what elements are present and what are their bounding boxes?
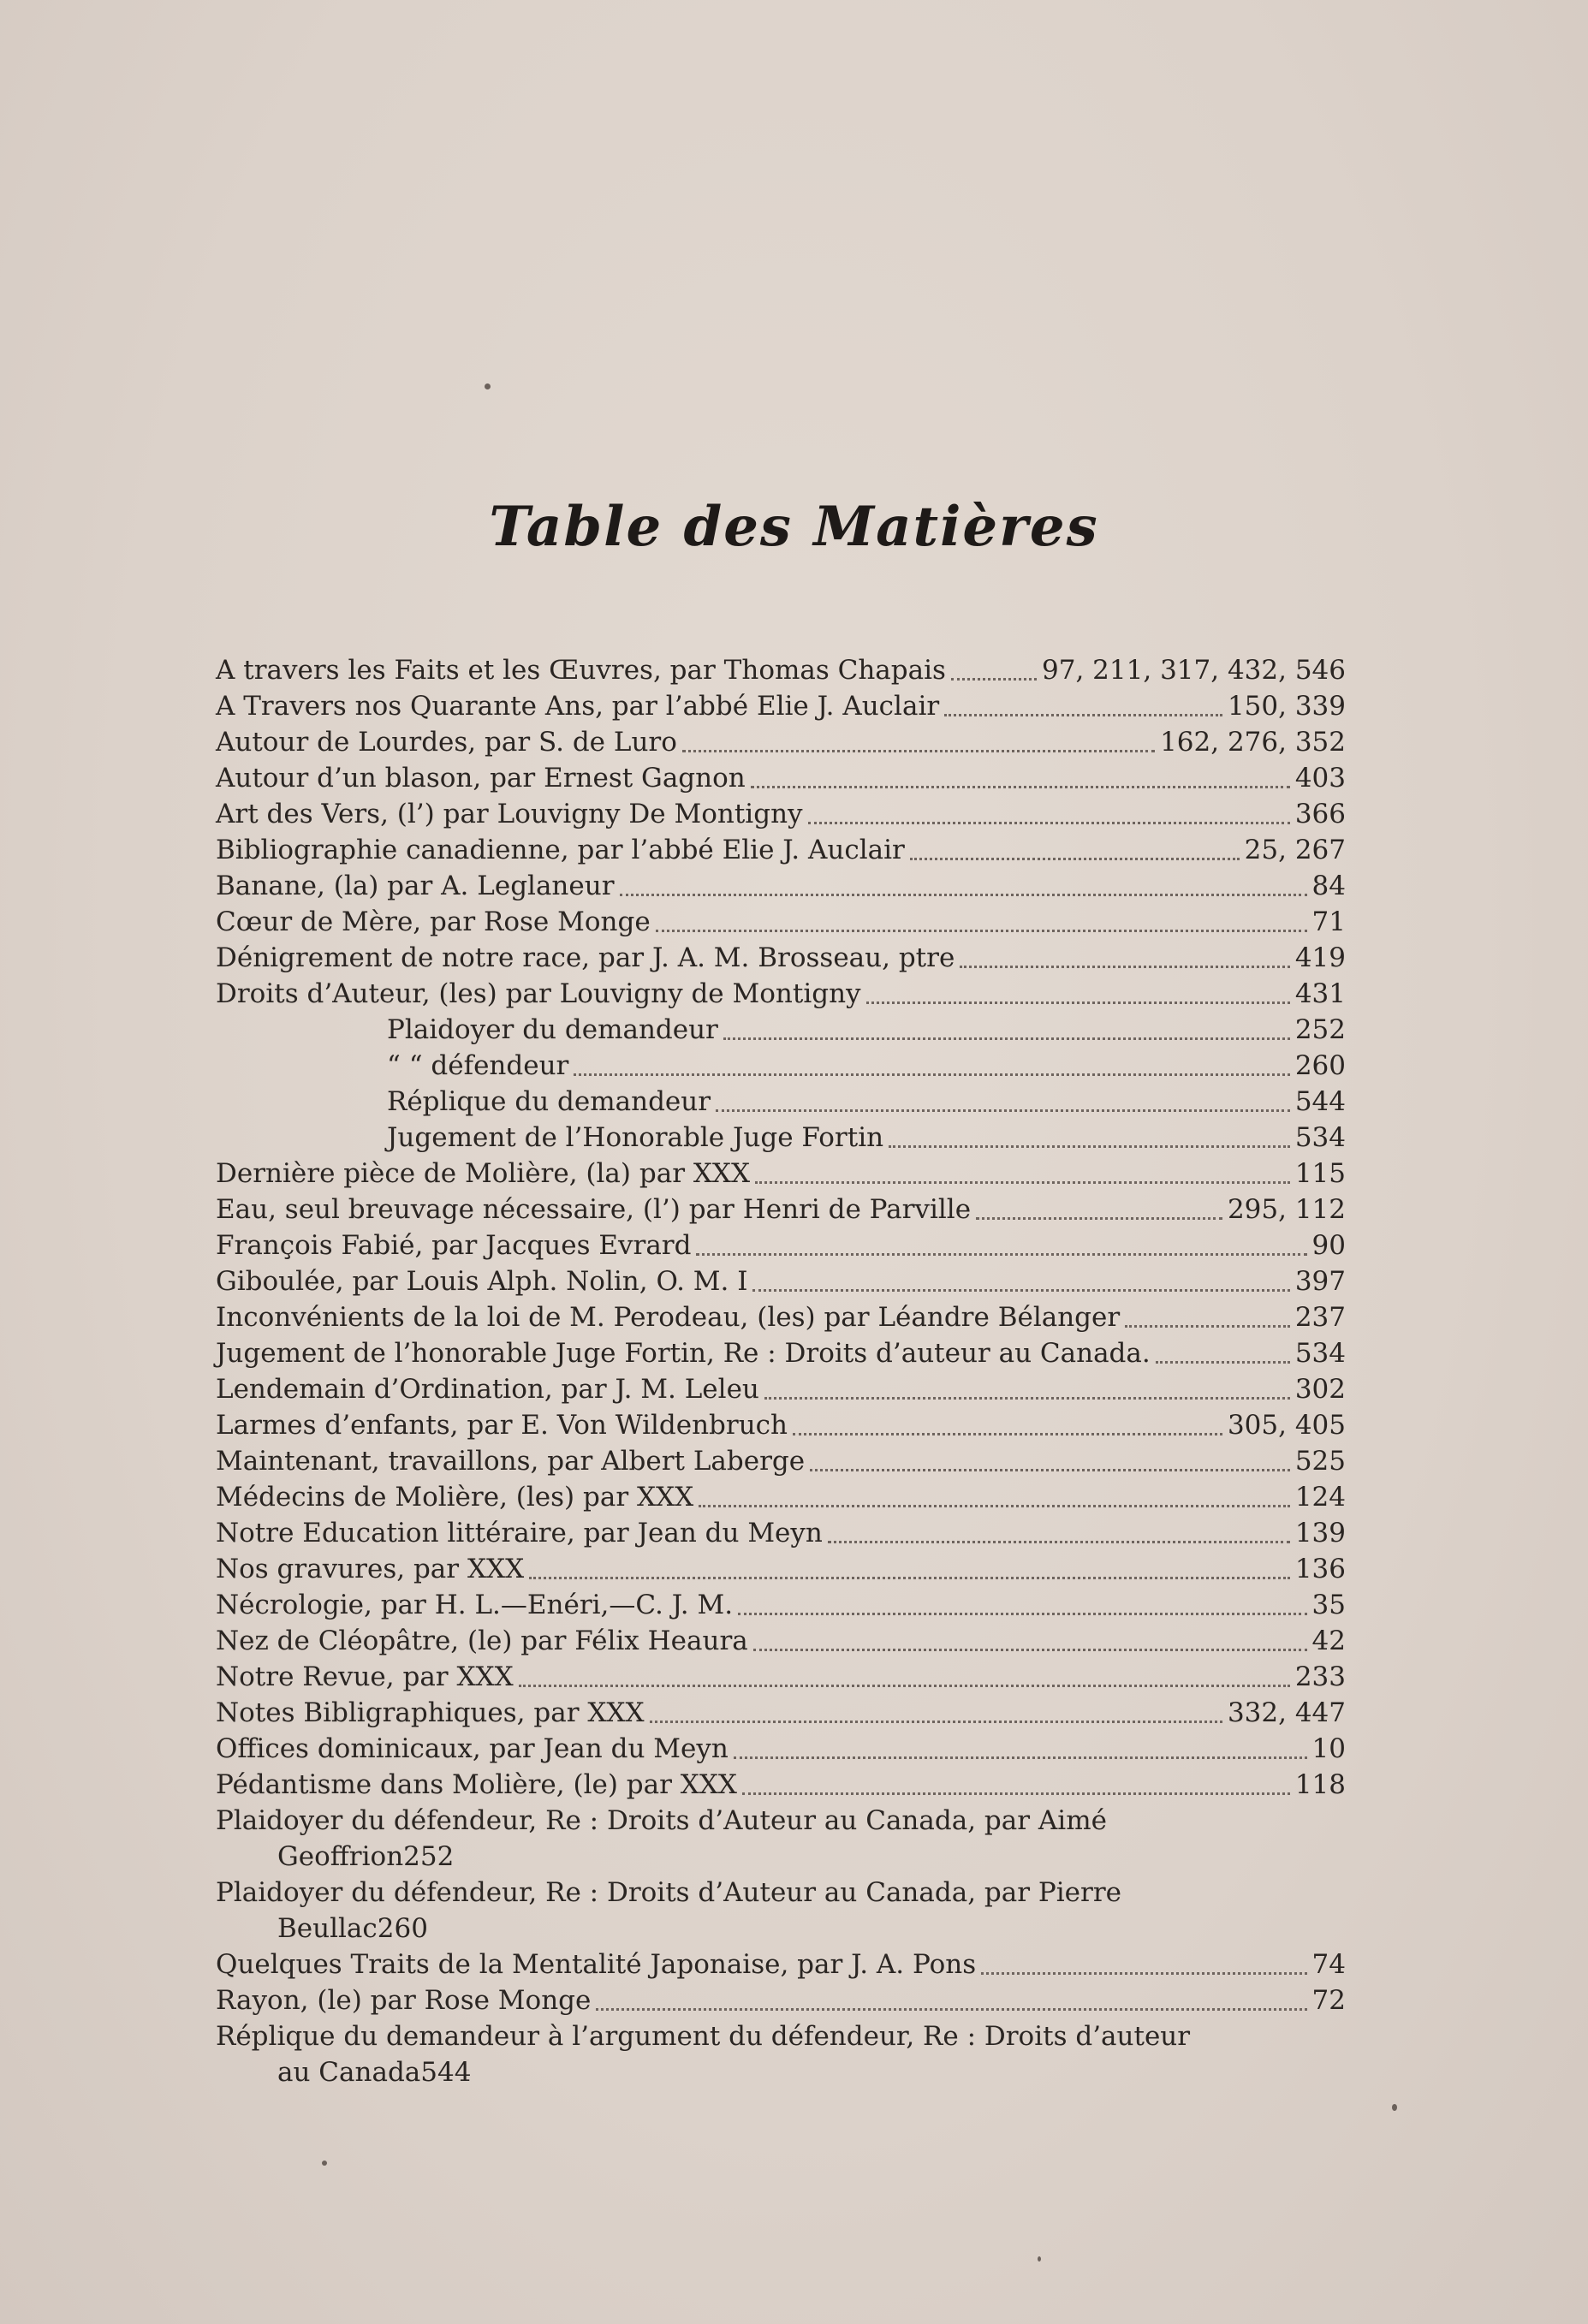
toc-entry-title: A travers les Faits et les Œuvres, par Thomas Chapais [216, 655, 946, 686]
toc-entry [216, 1551, 1346, 1587]
toc-entry [216, 940, 1346, 976]
toc-entry-title: Bibliographie canadienne, par l’abbé Elie J. Auclair [216, 835, 905, 865]
toc-entry [216, 1048, 1346, 1084]
toc-entry-title: Maintenant, travaillons, par Albert Laberge [216, 1446, 806, 1477]
toc-entry [216, 760, 1346, 796]
toc-entry [216, 1263, 1346, 1299]
toc-entry-title: Plaidoyer du demandeur [387, 1014, 718, 1045]
leader-dots [656, 930, 1307, 932]
toc-entry-title-cont: Geoffrion [277, 1841, 404, 1872]
toc-entry-title: Plaidoyer du défendeur, Re : Droits d’Auteur au Canada, par Aimé [216, 1805, 1107, 1836]
leader-dots [753, 1649, 1307, 1651]
toc-entry-pages: 295, 112 [1227, 1194, 1346, 1225]
toc-entry-title: Médecins de Molière, (les) par XXX [216, 1482, 694, 1513]
toc-entry-title: Offices dominicaux, par Jean du Meyn [216, 1733, 729, 1764]
toc-entry [216, 1371, 1346, 1407]
leader-dots [889, 1145, 1290, 1148]
toc-entry-title-cont: au Canada [277, 2057, 421, 2088]
leader-dots [764, 1397, 1290, 1400]
leader-dots [793, 1433, 1222, 1435]
toc-entry-title: Art des Vers, (l’) par Louvigny De Montigny [216, 799, 803, 829]
toc-entry-title: Nez de Cléopâtre, (le) par Félix Heaura [216, 1626, 748, 1656]
toc-entry-pages: 305, 405 [1227, 1410, 1346, 1441]
toc-entry-title: Dénigrement de notre race, par J. A. M. Brosseau, ptre [216, 942, 955, 973]
toc-entry-continuation [216, 1911, 1346, 1947]
leader-dots [951, 678, 1037, 681]
toc-entry-pages: 162, 276, 352 [1160, 727, 1346, 758]
leader-dots [596, 2008, 1306, 2011]
toc-entry [216, 868, 1346, 904]
toc-entry-pages: 71 [1311, 906, 1346, 937]
leader-dots [910, 858, 1240, 860]
toc-entry-pages: 118 [1294, 1769, 1346, 1800]
toc-entry-pages: 302 [1294, 1374, 1346, 1405]
toc-entry-pages: 97, 211, 317, 432, 546 [1042, 655, 1346, 686]
toc-entry-title: Plaidoyer du défendeur, Re : Droits d’Auteur au Canada, par Pierre [216, 1877, 1122, 1908]
leader-dots [723, 1037, 1290, 1040]
toc-entry-pages: 42 [1311, 1626, 1346, 1656]
toc-entry [216, 976, 1346, 1012]
toc-entry [216, 796, 1346, 832]
toc-entry [216, 904, 1346, 940]
leader-dots [981, 1972, 1306, 1975]
leader-dots [1156, 1361, 1290, 1364]
leader-dots [751, 786, 1290, 788]
toc-entry-title: Notes Bibligraphiques, par XXX [216, 1697, 645, 1728]
leader-dots [682, 750, 1155, 752]
toc-entry [216, 1479, 1346, 1515]
toc-entry-pages: 403 [1294, 763, 1346, 793]
toc-entry [216, 1156, 1346, 1192]
leader-dots [650, 1721, 1222, 1723]
toc-entry-pages: 74 [1311, 1949, 1346, 1980]
leader-dots [696, 1253, 1306, 1256]
toc-entry-title: François Fabié, par Jacques Evrard [216, 1230, 692, 1261]
leader-dots [976, 1217, 1222, 1220]
toc-entry [216, 1659, 1346, 1695]
toc-entry-pages: 233 [1294, 1661, 1346, 1692]
leader-dots [519, 1685, 1290, 1687]
leader-dots [738, 1613, 1306, 1615]
paper-speck [485, 383, 491, 389]
toc-entry-pages: 84 [1311, 871, 1346, 901]
toc-entry-pages: 115 [1294, 1158, 1346, 1189]
toc-entry [216, 1803, 1346, 1875]
toc-entry [216, 1767, 1346, 1803]
toc-entry-pages: 90 [1311, 1230, 1346, 1261]
toc-entry-title: “ “ défendeur [387, 1050, 569, 1081]
toc-entry-pages: 25, 267 [1244, 835, 1346, 865]
toc-entry-pages: 525 [1294, 1446, 1346, 1477]
leader-dots [574, 1073, 1289, 1076]
leader-dots [960, 966, 1290, 968]
toc-entry [216, 688, 1346, 724]
toc-entry [216, 832, 1346, 868]
toc-entry-pages: 10 [1311, 1733, 1346, 1764]
toc-entry [216, 1012, 1346, 1048]
toc-entry-title: Notre Revue, par XXX [216, 1661, 514, 1692]
toc-entry-title: Notre Education littéraire, par Jean du Meyn [216, 1518, 823, 1548]
toc-entry-title: Inconvénients de la loi de M. Perodeau, (les) par Léandre Bélanger [216, 1302, 1121, 1333]
toc-entry-pages: 150, 339 [1227, 691, 1346, 722]
toc-entry-pages: 260 [1294, 1050, 1346, 1081]
toc-entry-title: Droits d’Auteur, (les) par Louvigny de Montigny [216, 978, 861, 1009]
toc-entry-title-cont: Beullac [277, 1913, 378, 1944]
leader-dots [1125, 1325, 1290, 1328]
toc-entry-pages: 534 [1294, 1122, 1346, 1153]
toc-entry-title: Giboulée, par Louis Alph. Nolin, O. M. I [216, 1266, 748, 1297]
leader-dots [716, 1109, 1290, 1112]
leader-dots [866, 1002, 1290, 1004]
table-of-contents [216, 652, 1346, 2090]
leader-dots [529, 1577, 1290, 1579]
toc-entry-pages: 332, 447 [1227, 1697, 1346, 1728]
leader-dots [734, 1756, 1307, 1759]
toc-entry [216, 1299, 1346, 1335]
toc-entry-title: Cœur de Mère, par Rose Monge [216, 906, 651, 937]
toc-entry [216, 1587, 1346, 1623]
leader-dots [944, 714, 1222, 716]
toc-entry-title: Lendemain d’Ordination, par J. M. Leleu [216, 1374, 759, 1405]
toc-entry-pages: 431 [1294, 978, 1346, 1009]
toc-entry-pages: 397 [1294, 1266, 1346, 1297]
leader-dots [810, 1469, 1290, 1471]
toc-entry-pages: 544 [420, 2057, 472, 2088]
toc-entry [216, 1731, 1346, 1767]
toc-entry-pages: 72 [1311, 1985, 1346, 2016]
toc-entry-title: Autour d’un blason, par Ernest Gagnon [216, 763, 746, 793]
toc-entry-title: Nos gravures, par XXX [216, 1554, 525, 1584]
toc-entry [216, 1335, 1346, 1371]
leader-dots [620, 894, 1307, 896]
toc-entry-pages: 419 [1294, 942, 1346, 973]
leader-dots [699, 1505, 1290, 1507]
toc-entry-title: Rayon, (le) par Rose Monge [216, 1985, 592, 2016]
toc-entry [216, 1875, 1346, 1947]
toc-entry-pages: 139 [1294, 1518, 1346, 1548]
toc-entry-title: Autour de Lourdes, par S. de Luro [216, 727, 677, 758]
toc-entry [216, 1443, 1346, 1479]
paper-speck [1038, 2256, 1041, 2262]
toc-entry-title: Réplique du demandeur [387, 1086, 711, 1117]
leader-dots [755, 1181, 1290, 1184]
toc-entry-title: Nécrologie, par H. L.—Enéri,—C. J. M. [216, 1590, 734, 1620]
toc-entry-continuation [216, 2054, 1346, 2090]
toc-entry-continuation [216, 1839, 1346, 1875]
toc-entry [216, 1515, 1346, 1551]
toc-entry-title: Jugement de l’honorable Juge Fortin, Re : Droits d’auteur au Canada. [216, 1338, 1151, 1369]
toc-entry-title: Eau, seul breuvage nécessaire, (l’) par Henri de Parville [216, 1194, 972, 1225]
toc-entry [216, 652, 1346, 688]
toc-entry-title: Quelques Traits de la Mentalité Japonaise, par J. A. Pons [216, 1949, 977, 1980]
paper-speck [322, 2161, 327, 2166]
toc-entry-title: Larmes d’enfants, par E. Von Wildenbruch [216, 1410, 788, 1441]
toc-entry [216, 1084, 1346, 1120]
leader-dots [742, 1792, 1290, 1795]
toc-entry [216, 1192, 1346, 1227]
toc-entry-pages: 534 [1294, 1338, 1346, 1369]
paper-speck [1392, 2104, 1397, 2111]
toc-entry-pages: 252 [1294, 1014, 1346, 1045]
toc-entry [216, 724, 1346, 760]
toc-entry-pages: 260 [377, 1913, 428, 1944]
toc-entry [216, 1947, 1346, 1982]
toc-entry [216, 1623, 1346, 1659]
toc-entry-pages: 237 [1294, 1302, 1346, 1333]
toc-entry-pages: 366 [1294, 799, 1346, 829]
toc-entry-pages: 544 [1294, 1086, 1346, 1117]
toc-entry-title: Réplique du demandeur à l’argument du défendeur, Re : Droits d’auteur [216, 2021, 1191, 2052]
toc-entry-title: Dernière pièce de Molière, (la) par XXX [216, 1158, 751, 1189]
toc-entry-pages: 136 [1294, 1554, 1346, 1584]
toc-entry [216, 1227, 1346, 1263]
toc-entry [216, 1695, 1346, 1731]
leader-dots [752, 1289, 1289, 1292]
toc-entry-pages: 35 [1311, 1590, 1346, 1620]
toc-entry-title: Pédantisme dans Molière, (le) par XXX [216, 1769, 737, 1800]
toc-entry-title: A Travers nos Quarante Ans, par l’abbé Elie J. Auclair [216, 691, 940, 722]
toc-entry [216, 1120, 1346, 1156]
toc-entry-pages: 252 [403, 1841, 455, 1872]
leader-dots [808, 822, 1290, 824]
page-title: Table des Matières [489, 495, 1099, 559]
toc-entry-title: Banane, (la) par A. Leglaneur [216, 871, 615, 901]
toc-entry-title: Jugement de l’Honorable Juge Fortin [387, 1122, 884, 1153]
toc-entry-pages: 124 [1294, 1482, 1346, 1513]
leader-dots [828, 1541, 1290, 1543]
toc-entry [216, 2018, 1346, 2090]
toc-entry [216, 1982, 1346, 2018]
toc-entry [216, 1407, 1346, 1443]
